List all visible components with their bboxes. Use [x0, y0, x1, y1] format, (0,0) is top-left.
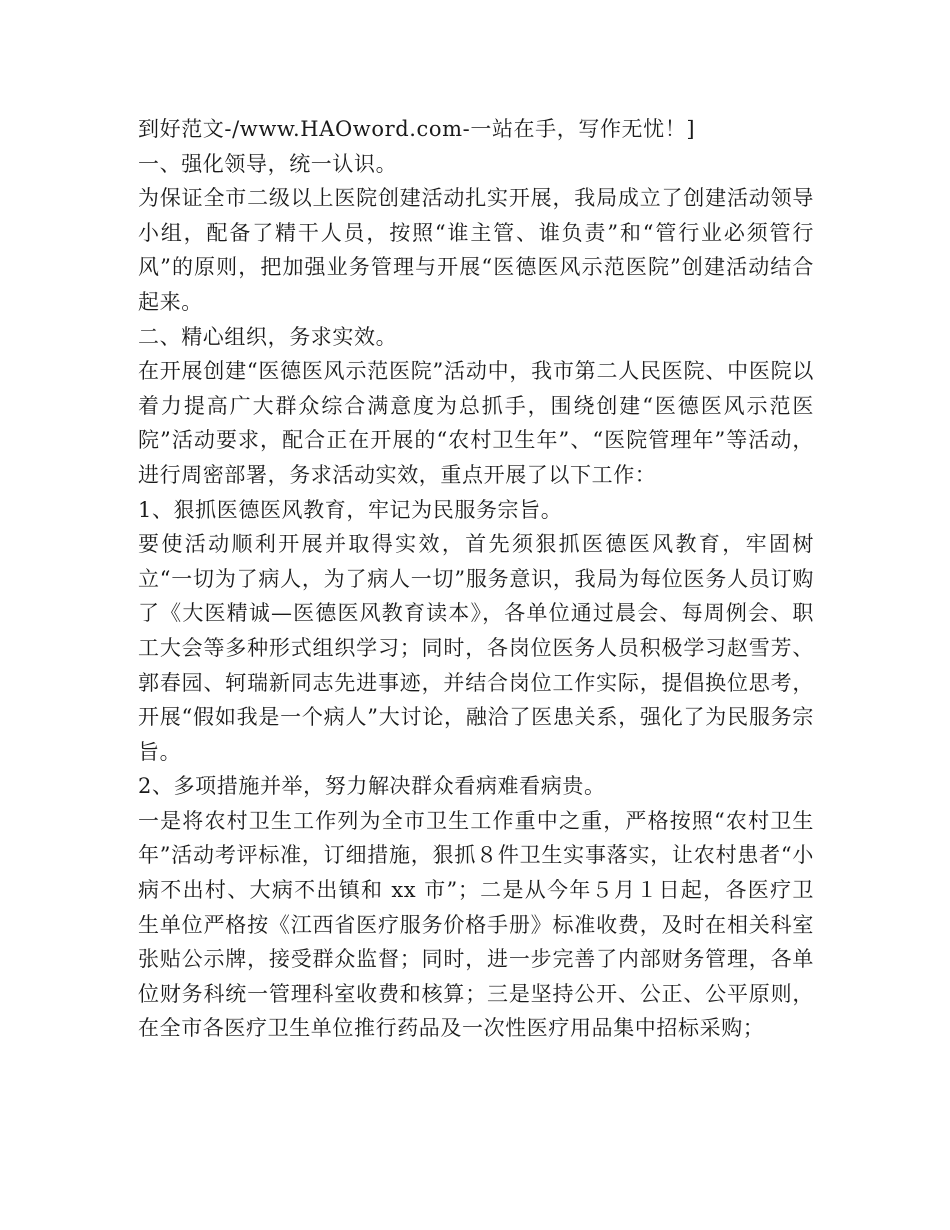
- paragraph: 要使活动顺利开展并取得实效，首先须狠抓医德医风教育，牢固树立“一切为了病人，为了病人一切”服务意识，我局为每位医务人员订购了《大医精诚—医德医风教育读本》，各单位通过晨会、每周例会、职工大会等多种形式组织学习；同时，各岗位医务人员积极学习赵雪芳、郭春园、轲瑞新同志先进事迹，并结合岗位工作实际，提倡换位思考，开展“假如我是一个病人”大讨论，融洽了医患关系，强化了为民服务宗旨。: [138, 532, 814, 764]
- paragraph: 在开展创建“医德医风示范医院”活动中，我市第二人民医院、中医院以着力提高广大群众综合满意度为总抓手，围绕创建“医德医风示范医院”活动要求，配合正在开展的“农村卫生年”、“医院管理年”等活动，进行周密部署，务求活动实效，重点开展了以下工作：: [138, 359, 814, 487]
- section-heading-2: 二、精心组织，务求实效。: [138, 324, 398, 349]
- header-line: 到好范文-/www.HAOword.com-一站在手，写作无忧！]: [138, 117, 696, 141]
- subsection-heading-2: 2、多项措施并举，努力解决群众看病难看病贵。: [138, 774, 606, 799]
- section-heading-1: 一、强化领导，统一认识。: [138, 151, 398, 176]
- paragraph: 一是将农村卫生工作列为全市卫生工作重中之重，严格按照“农村卫生年”活动考评标准，订细措施，狠抓８件卫生实事落实，让农村患者“小病不出村、大病不出镇和 xx 市”；二是从今年５月１日起，各医疗卫生单位严格按《江西省医疗服务价格手册》标准收费，及时在相关科室张贴公示牌，接受群众监督；同时，进一步完善了内部财务管理，各单位财务科统一管理科室收费和核算；三是坚持公开、公正、公平原则，在全市各医疗卫生单位推行药品及一次性医疗用品集中招标采购；: [138, 808, 814, 1041]
- document-body: [138, 112, 814, 1046]
- subsection-heading-1: 1、狠抓医德医风教育，牢记为民服务宗旨。: [138, 497, 563, 522]
- paragraph: 为保证全市二级以上医院创建活动扎实开展，我局成立了创建活动领导小组，配备了精干人员，按照“谁主管、谁负责”和“管行业必须管行风”的原则，把加强业务管理与开展“医德医风示范医院”创建活动结合起来。: [138, 186, 814, 314]
